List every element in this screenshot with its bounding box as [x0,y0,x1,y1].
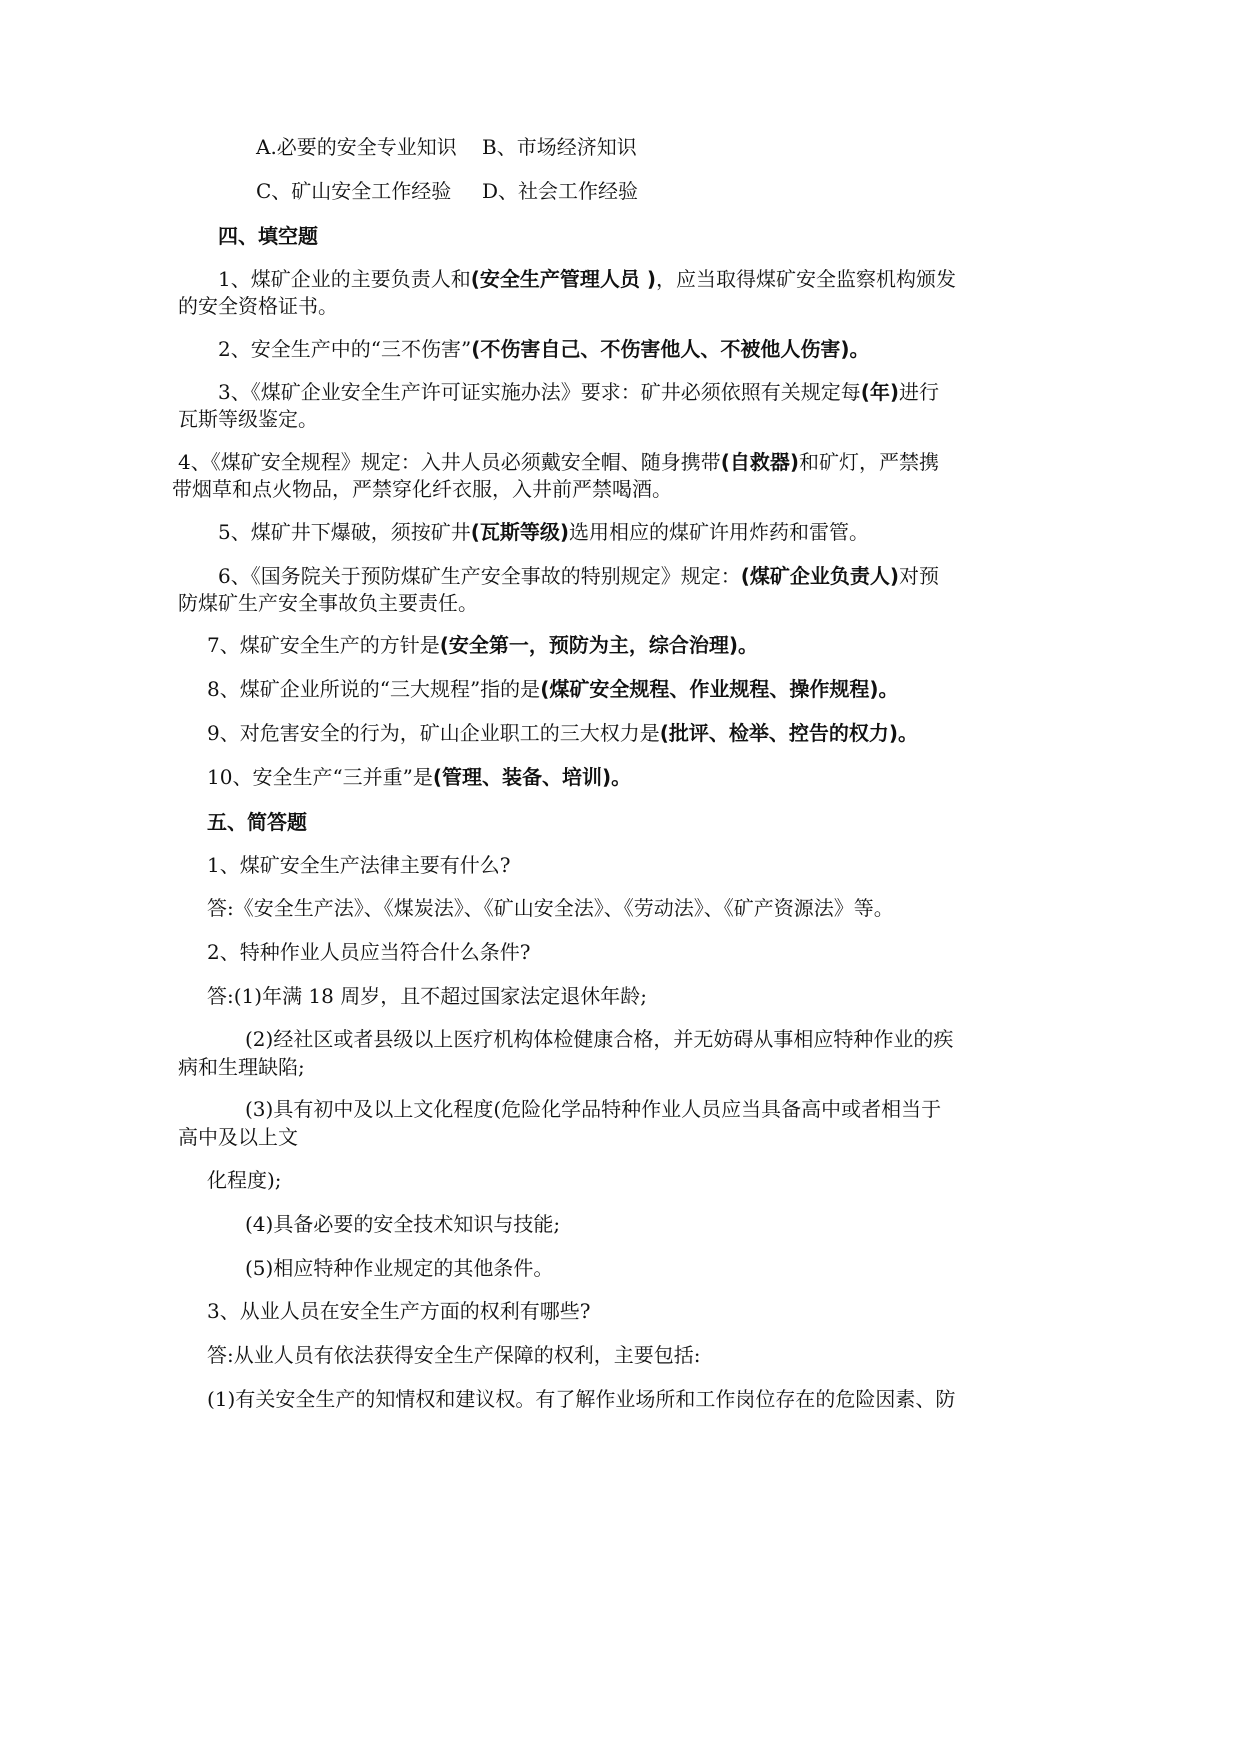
question-line [207,633,758,657]
question-line [207,765,631,789]
question-text: 1、煤矿安全生产法律主要有什么? [207,853,511,877]
answer-text: 病和生理缺陷; [178,1055,305,1079]
option-b: B、市场经济知识 [482,135,637,159]
question-text: 3、《煤矿企业安全生产许可证实施办法》要求：矿井必须依照有关规定每 [218,380,861,404]
answer-text: (1)有关安全生产的知情权和建议权。有了解作业场所和工作岗位存在的危险因素、防 [207,1387,956,1411]
option-a: A.必要的安全专业知识 [256,135,457,159]
answer-text: 化程度); [207,1168,282,1192]
answer-text: (管理、装备、培训)。 [432,765,632,789]
answer-text: (不伤害自己、不伤害他人、不被他人伤害)。 [471,337,870,361]
answer-text: (安全第一，预防为主，综合治理)。 [439,633,759,657]
answer-text: 答:《安全生产法》、《煤炭法》、《矿山安全法》、《劳动法》、《矿产资源法》等。 [207,896,894,920]
question-text: 6、《国务院关于预防煤矿生产安全事故的特别规定》规定： [218,564,741,588]
answer-text: (2)经社区或者县级以上医疗机构体检健康合格，并无妨碍从事相应特种作业的疾 [245,1027,954,1051]
answer-text: (自救器) [720,450,800,474]
question-line [207,677,898,701]
question-line [218,380,939,404]
question-text: 进行 [899,380,940,404]
question-text: 9、对危害安全的行为，矿山企业职工的三大权力是 [207,721,660,745]
question-line [218,520,869,544]
question-continuation: 带烟草和点火物品，严禁穿化纤衣服，入井前严禁喝酒。 [172,477,672,501]
question-text: 2、特种作业人员应当符合什么条件? [207,940,531,964]
answer-text: 答:从业人员有依法获得安全生产保障的权利，主要包括: [207,1343,701,1367]
question-text: 8、煤矿企业所说的“三大规程”指的是 [207,677,541,701]
question-line [218,564,939,588]
answer-text: (5)相应特种作业规定的其他条件。 [245,1256,554,1280]
question-text: 2、安全生产中的“三不伤害” [218,337,472,361]
option-d: D、社会工作经验 [482,179,639,203]
question-line [218,337,869,361]
question-text: 4、《煤矿安全规程》规定：入井人员必须戴安全帽、随身携带 [178,450,721,474]
answer-text: (煤矿安全规程、作业规程、操作规程)。 [540,677,899,701]
question-text: 3、从业人员在安全生产方面的权利有哪些? [207,1299,591,1323]
section-heading: 四、填空题 [218,224,318,248]
question-text: 选用相应的煤矿许用炸药和雷管。 [569,520,870,544]
question-line [218,267,956,291]
answer-text: 高中及以上文 [178,1125,298,1149]
option-c: C、矿山安全工作经验 [256,179,452,203]
question-text: 10、安全生产“三并重”是 [207,765,433,789]
answer-text: (3)具有初中及以上文化程度(危险化学品特种作业人员应当具备高中或者相当于 [245,1097,942,1121]
answer-text: (年) [860,380,900,404]
answer-text: (瓦斯等级) [470,520,570,544]
question-text: 和矿灯，严禁携 [799,450,940,474]
answer-text: 答:(1)年满 18 周岁，且不超过国家法定退休年龄; [207,984,647,1008]
question-continuation: 瓦斯等级鉴定。 [178,407,318,431]
question-continuation: 的安全资格证书。 [178,294,338,318]
question-text: ，应当取得煤矿安全监察机构颁发 [655,267,956,291]
question-text: 1、煤矿企业的主要负责人和 [218,267,471,291]
answer-text: (批评、检举、控告的权力)。 [659,721,919,745]
question-line [207,721,918,745]
question-text: 5、煤矿井下爆破，须按矿井 [218,520,471,544]
question-text: 7、煤矿安全生产的方针是 [207,633,440,657]
question-continuation: 防煤矿生产安全事故负主要责任。 [178,591,478,615]
answer-text: (安全生产管理人员 ) [470,267,656,291]
answer-text: (4)具备必要的安全技术知识与技能; [245,1212,561,1236]
question-line [178,450,939,474]
question-text: 对预 [899,564,940,588]
section-heading: 五、简答题 [207,810,307,834]
answer-text: (煤矿企业负责人) [740,564,900,588]
